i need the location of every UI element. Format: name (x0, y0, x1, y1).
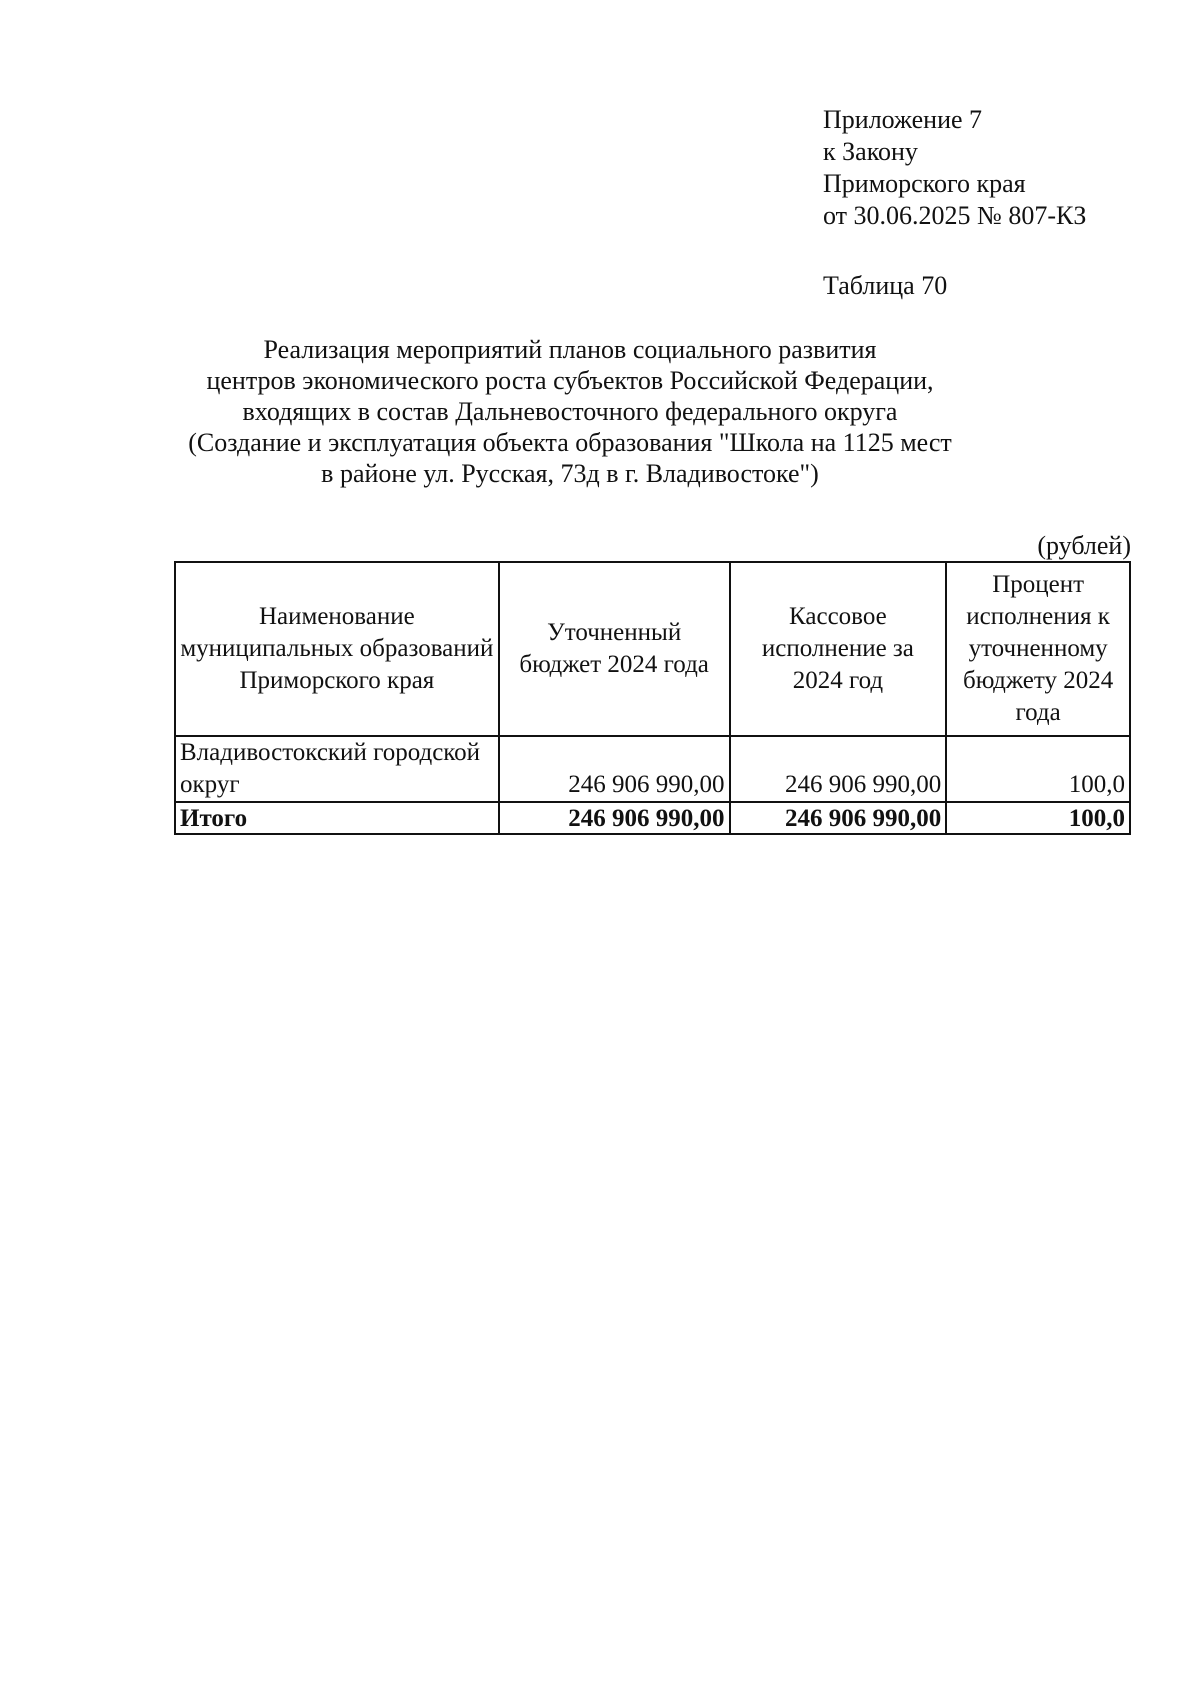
appendix-line: от 30.06.2025 № 807-КЗ (823, 201, 1087, 230)
units-label: (рублей) (1037, 531, 1131, 560)
cell-budget: 246 906 990,00 (499, 736, 730, 802)
header-budget: Уточненный бюджет 2024 года (499, 562, 730, 736)
document-title (150, 334, 990, 489)
total-budget: 246 906 990,00 (499, 802, 730, 834)
title-line: центров экономического роста субъектов Российской Федерации, (206, 366, 934, 395)
total-percent: 100,0 (946, 802, 1130, 834)
table-header-row (175, 562, 1130, 736)
table-number: Таблица 70 (823, 271, 948, 300)
table-row (175, 736, 1130, 802)
appendix-line: к Закону (823, 137, 918, 166)
appendix-line: Приложение 7 (823, 105, 983, 134)
title-line: (Создание и эксплуатация объекта образования "Школа на 1125 мест (188, 428, 952, 457)
header-municipality: Наименование муниципальных образований Приморского края (175, 562, 499, 736)
header-percent: Процент исполнения к уточненному бюджету 2024 года (946, 562, 1130, 736)
table-total-row (175, 802, 1130, 834)
cell-municipality: Владивостокский городской округ (175, 736, 499, 802)
total-executed: 246 906 990,00 (730, 802, 947, 834)
appendix-line: Приморского края (823, 169, 1026, 198)
title-line: в районе ул. Русская, 73д в г. Владивостоке") (321, 459, 819, 488)
header-executed: Кассовое исполнение за 2024 год (730, 562, 947, 736)
cell-percent: 100,0 (946, 736, 1130, 802)
title-line: входящих в состав Дальневосточного федерального округа (242, 397, 898, 426)
cell-executed: 246 906 990,00 (730, 736, 947, 802)
budget-table (174, 561, 1131, 835)
title-line: Реализация мероприятий планов социального развития (263, 335, 877, 364)
total-label: Итого (175, 802, 499, 834)
appendix-block (823, 104, 1086, 232)
